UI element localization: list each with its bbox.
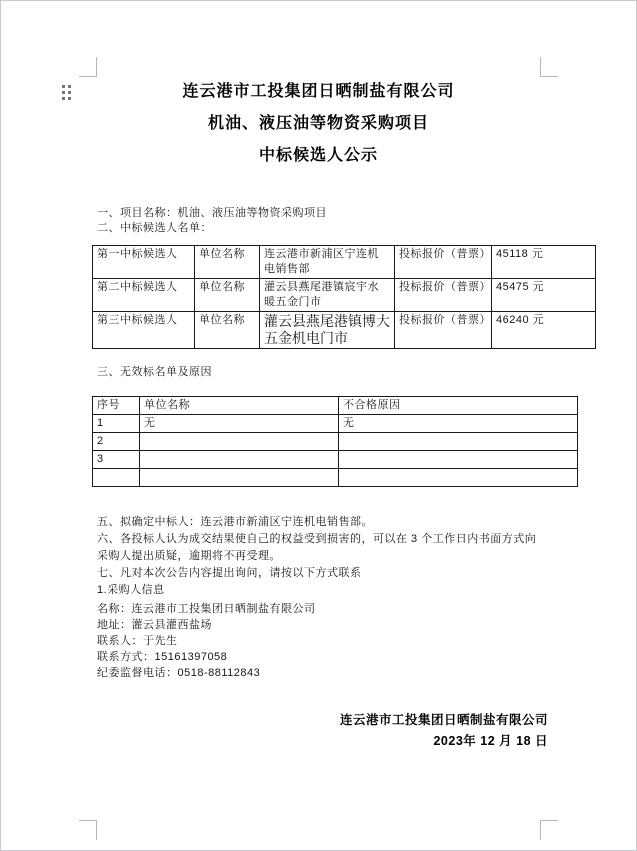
contact-person: 联系人：于先生: [97, 635, 178, 647]
serial-cell: 2: [93, 433, 140, 451]
unit-cell: [140, 469, 339, 487]
serial-cell: [93, 469, 140, 487]
bid-price-label: 投标报价（普票）: [395, 246, 492, 279]
unit-name-value: 灌云县燕尾港镇宸宇水暖五金门市: [260, 279, 395, 312]
document-title-block: [97, 76, 540, 172]
title-project: 机油、液压油等物资采购项目: [207, 115, 429, 132]
signature-block: [97, 710, 548, 752]
signature-company: 连云港市工投集团日晒制盐有限公司: [339, 713, 548, 727]
bid-price-value: 45118 元: [492, 246, 596, 279]
contact-phone: 联系方式：15161397058: [97, 651, 228, 663]
candidate-rank: 第二中标候选人: [93, 279, 195, 312]
purchaser-address: 地址：灌云县灌西盐场: [97, 619, 212, 631]
serial-cell: 3: [93, 451, 140, 469]
col-header-unit: 单位名称: [140, 397, 339, 415]
margin-crop-mark-top-right: [540, 57, 558, 77]
table-row: [93, 415, 578, 433]
supervision-phone: 纪委监督电话：0518-88112843: [97, 667, 261, 679]
title-company: 连云港市工投集团日晒制盐有限公司: [182, 83, 455, 100]
margin-crop-mark-top-left: [79, 57, 97, 77]
section-5-winner: 五、拟确定中标人：连云港市新浦区宁连机电销售部。: [97, 516, 373, 528]
bid-price-label: 投标报价（普票）: [395, 279, 492, 312]
table-row: [93, 451, 578, 469]
section-1-project-name: 一、项目名称：机油、液压油等物资采购项目: [97, 207, 327, 219]
intro-block: [97, 206, 543, 236]
unit-name-label: 单位名称: [195, 312, 260, 349]
section-7-contact-heading: 七、凡对本次公告内容提出询问，请按以下方式联系: [97, 567, 362, 579]
reason-cell: [339, 451, 578, 469]
section-6-objection: 六、各投标人认为成交结果使自己的权益受到损害的，可以在 3 个工作日内书面方式向采购人提出质疑，逾期将不再受理。: [97, 533, 537, 562]
unit-name-label: 单位名称: [195, 279, 260, 312]
col-header-reason: 不合格原因: [339, 397, 578, 415]
unit-name-label: 单位名称: [195, 246, 260, 279]
candidates-table: [92, 245, 596, 349]
reason-cell: [339, 469, 578, 487]
margin-crop-mark-bottom-left: [79, 820, 97, 840]
reason-cell: [339, 433, 578, 451]
col-header-serial: 序号: [93, 397, 140, 415]
table-row: [93, 433, 578, 451]
unit-cell: 无: [140, 415, 339, 433]
unit-name-value: 灌云县燕尾港镇博大五金机电门市: [260, 312, 395, 349]
contact-info-block: [97, 601, 543, 681]
purchaser-info-heading: 1.采购人信息: [97, 584, 165, 596]
unit-cell: [140, 451, 339, 469]
unit-name-value: 连云港市新浦区宁连机电销售部: [260, 246, 395, 279]
table-row: [93, 246, 596, 279]
invalid-bids-table: [92, 396, 578, 487]
section-3-heading: 三、无效标名单及原因: [97, 366, 212, 378]
signature-date: 2023年 12 月 18 日: [433, 734, 548, 748]
table-row: [93, 312, 596, 349]
section-2-heading: 二、中标候选人名单：: [97, 222, 212, 234]
purchaser-name: 名称：连云港市工投集团日晒制盐有限公司: [97, 603, 316, 615]
candidate-rank: 第一中标候选人: [93, 246, 195, 279]
table-row: [93, 279, 596, 312]
title-announcement: 中标候选人公示: [258, 147, 378, 164]
table-header-row: [93, 397, 578, 415]
serial-cell: 1: [93, 415, 140, 433]
table-row: [93, 469, 578, 487]
body-text-block: [97, 514, 545, 599]
bid-price-value: 46240 元: [492, 312, 596, 349]
candidate-rank: 第三中标候选人: [93, 312, 195, 349]
unit-cell: [140, 433, 339, 451]
bid-price-label: 投标报价（普票）: [395, 312, 492, 349]
drag-handle-icon[interactable]: [62, 85, 71, 100]
bid-price-value: 45475 元: [492, 279, 596, 312]
reason-cell: 无: [339, 415, 578, 433]
margin-crop-mark-bottom-right: [540, 820, 558, 840]
